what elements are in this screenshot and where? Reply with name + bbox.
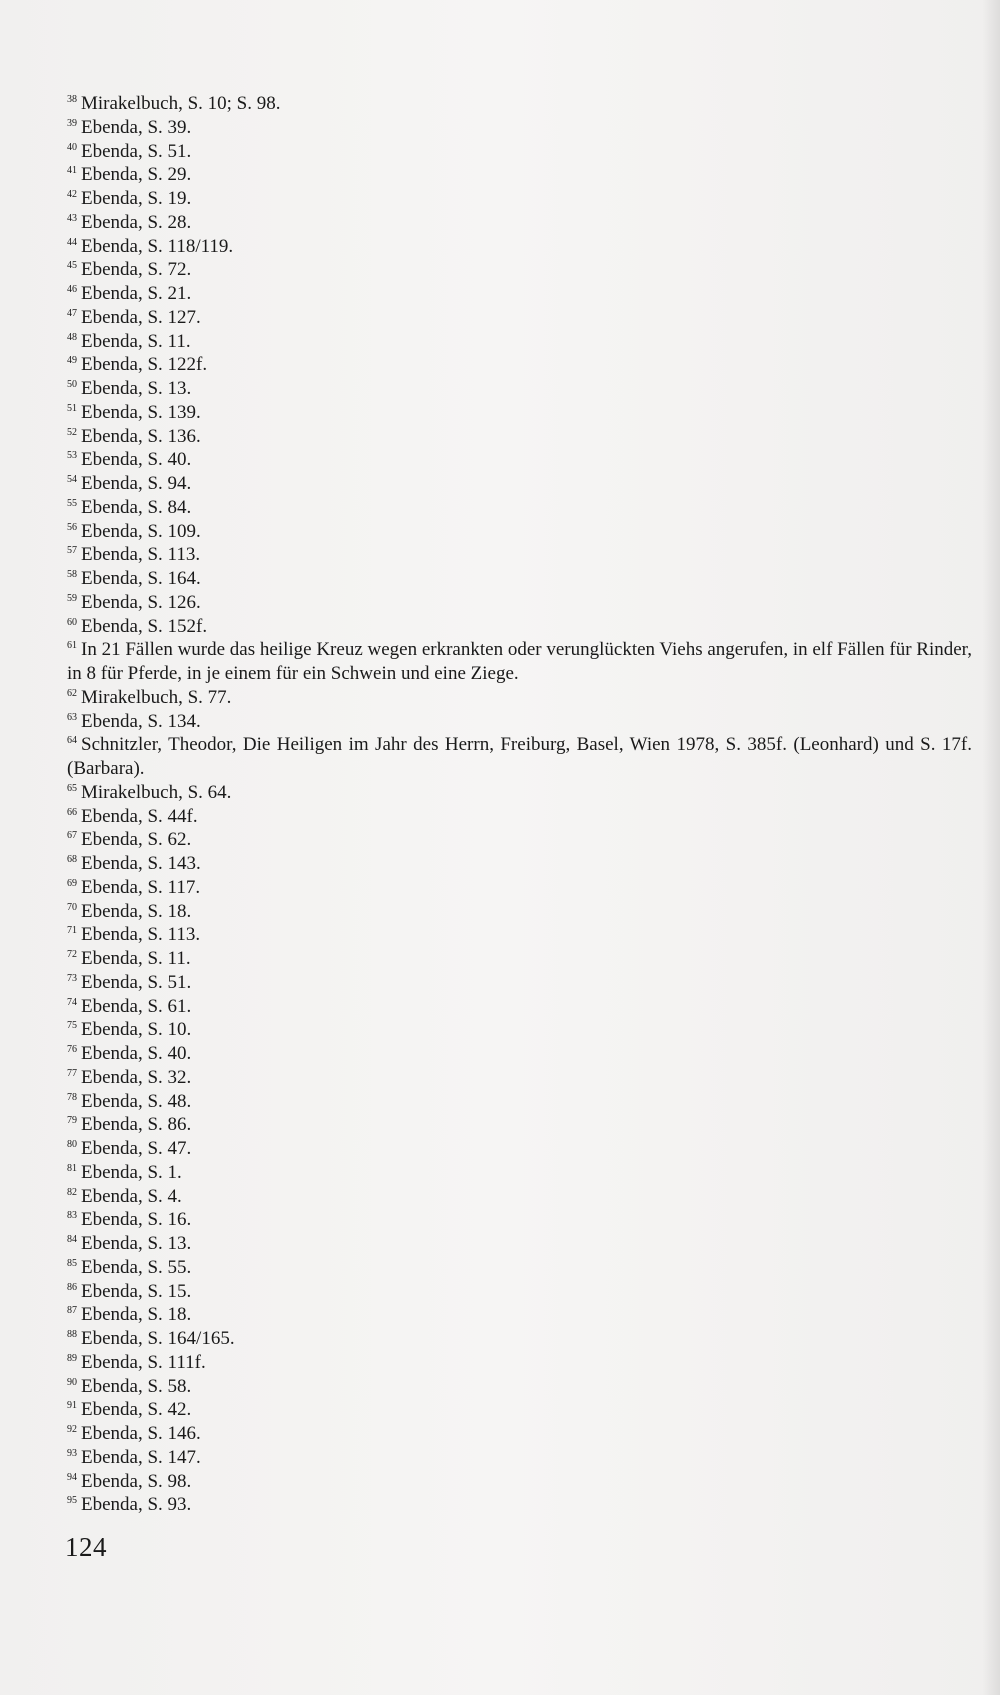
footnote-text: Ebenda, S. 55. [81, 1256, 192, 1278]
footnote [67, 1398, 972, 1422]
footnote [67, 900, 972, 924]
footnote [67, 947, 972, 971]
footnote-number: 67 [67, 830, 77, 842]
footnote [67, 781, 972, 805]
footnote-number: 65 [67, 782, 77, 794]
footnote [67, 1113, 972, 1137]
footnote [67, 876, 972, 900]
footnote-number: 69 [67, 877, 77, 889]
footnote [67, 1185, 972, 1209]
footnote-number: 81 [67, 1162, 77, 1174]
footnote-text: Ebenda, S. 126. [81, 591, 201, 613]
footnote [67, 520, 972, 544]
footnote-number: 50 [67, 379, 77, 390]
footnote-number: 55 [67, 497, 77, 509]
footnote-number: 62 [67, 687, 77, 699]
page-edge-shadow [982, 0, 1000, 1695]
footnote [67, 92, 972, 116]
footnote-number: 94 [67, 1471, 77, 1483]
footnote-number: 52 [67, 426, 77, 438]
footnote-text: Ebenda, S. 15. [81, 1280, 192, 1302]
footnote-number: 56 [67, 521, 77, 533]
footnote-number: 85 [67, 1257, 77, 1269]
footnote-number: 90 [67, 1376, 77, 1388]
footnote-text: Ebenda, S. 113. [81, 924, 201, 946]
footnote-number: 45 [67, 260, 77, 272]
footnote [67, 258, 972, 282]
page-number: 124 [65, 1532, 107, 1562]
footnote [67, 543, 972, 567]
footnote-number: 53 [67, 450, 77, 462]
footnote-text: Ebenda, S. 94. [81, 473, 192, 494]
footnote-text: Ebenda, S. 11. [81, 948, 191, 969]
footnote [67, 235, 972, 259]
footnote-text: Ebenda, S. 32. [81, 1066, 192, 1088]
footnote-text: Ebenda, S. 61. [81, 995, 192, 1017]
footnote-number: 48 [67, 331, 77, 343]
footnote-text: Ebenda, S. 18. [81, 900, 192, 922]
footnote [67, 591, 972, 615]
footnote [67, 1090, 972, 1114]
footnote [67, 1470, 972, 1494]
footnote-text: Ebenda, S. 109. [81, 520, 201, 542]
footnote [67, 567, 972, 591]
footnote [67, 1256, 972, 1280]
footnote-text: Ebenda, S. 117. [81, 876, 201, 898]
footnote-number: 40 [67, 141, 77, 153]
footnote-text: Ebenda, S. 28. [81, 211, 192, 233]
footnote-number: 93 [67, 1447, 77, 1459]
footnote [67, 1327, 972, 1351]
footnote [67, 377, 972, 401]
footnote-text: Ebenda, S. 40. [81, 1043, 192, 1064]
footnote-text: Ebenda, S. 136. [81, 425, 201, 447]
footnote-number: 38 [67, 94, 77, 105]
footnote-number: 89 [67, 1352, 77, 1364]
footnote-text: Ebenda, S. 1. [81, 1161, 182, 1183]
footnote-text: Ebenda, S. 111f. [81, 1351, 206, 1373]
footnote-text: Ebenda, S. 164. [81, 568, 201, 589]
footnote [67, 1161, 972, 1185]
footnote-number: 79 [67, 1115, 77, 1127]
footnote-text: Ebenda, S. 48. [81, 1090, 192, 1112]
footnote [67, 282, 972, 306]
footnote-text: Ebenda, S. 29. [81, 164, 192, 186]
footnote-text: Ebenda, S. 152f. [81, 615, 208, 637]
footnote-number: 86 [67, 1281, 77, 1293]
footnote-text: Mirakelbuch, S. 10; S. 98. [81, 93, 281, 114]
footnote [67, 686, 972, 710]
footnote [67, 330, 972, 354]
footnote-text: Ebenda, S. 58. [81, 1375, 192, 1397]
footnote [67, 1208, 972, 1232]
footnote-number: 84 [67, 1234, 77, 1245]
footnote [67, 448, 972, 472]
footnote [67, 1137, 972, 1161]
footnote-text: Ebenda, S. 113. [81, 544, 201, 566]
footnote [67, 923, 972, 947]
footnote-text: Ebenda, S. 39. [81, 116, 192, 138]
footnote [67, 1351, 972, 1375]
footnote-text: Ebenda, S. 84. [81, 496, 192, 518]
footnote-number: 57 [67, 545, 77, 557]
footnote-text: Ebenda, S. 19. [81, 188, 192, 209]
footnote [67, 1232, 972, 1256]
footnote-text: Ebenda, S. 21. [81, 283, 192, 304]
footnote-number: 68 [67, 854, 77, 865]
footnote [67, 401, 972, 425]
footnote-number: 72 [67, 949, 77, 960]
footnote-text: Ebenda, S. 118/119. [81, 235, 234, 257]
footnote [67, 187, 972, 211]
footnote [67, 828, 972, 852]
footnote-text: Ebenda, S. 40. [81, 449, 192, 471]
footnote-number: 88 [67, 1329, 77, 1340]
footnote-number: 61 [67, 640, 77, 652]
footnote-number: 51 [67, 402, 77, 414]
footnote [67, 638, 972, 686]
footnote [67, 995, 972, 1019]
footnote-text: Ebenda, S. 134. [81, 710, 201, 732]
footnote-text: Ebenda, S. 164/165. [81, 1328, 235, 1349]
footnote [67, 1280, 972, 1304]
footnote-number: 76 [67, 1044, 77, 1055]
footnote-number: 63 [67, 711, 77, 723]
footnote-number: 46 [67, 284, 77, 295]
footnote-number: 39 [67, 117, 77, 129]
footnote-number: 95 [67, 1495, 77, 1507]
footnote [67, 1066, 972, 1090]
footnote [67, 852, 972, 876]
footnote [67, 710, 972, 734]
footnote-number: 47 [67, 307, 77, 319]
footnote-number: 49 [67, 355, 77, 367]
footnote-number: 83 [67, 1210, 77, 1222]
footnotes-list [67, 92, 972, 1517]
footnote-number: 60 [67, 616, 77, 628]
footnote [67, 1375, 972, 1399]
footnote [67, 211, 972, 235]
footnote-text: Ebenda, S. 44f. [81, 805, 198, 827]
footnote-text: Ebenda, S. 93. [81, 1494, 192, 1516]
footnote-number: 78 [67, 1091, 77, 1103]
footnote [67, 1422, 972, 1446]
footnote [67, 1446, 972, 1470]
footnote-number: 87 [67, 1305, 77, 1317]
footnote-number: 75 [67, 1020, 77, 1032]
footnote-text: Ebenda, S. 139. [81, 401, 201, 423]
footnote [67, 140, 972, 164]
footnote-number: 74 [67, 996, 77, 1008]
footnote-text: Mirakelbuch, S. 77. [81, 686, 232, 708]
footnote-number: 82 [67, 1186, 77, 1198]
footnote-text: Ebenda, S. 18. [81, 1304, 192, 1326]
footnote-number: 66 [67, 806, 77, 818]
footnote-text: Ebenda, S. 13. [81, 1233, 192, 1254]
footnote-number: 91 [67, 1400, 77, 1412]
footnote-text: Mirakelbuch, S. 64. [81, 781, 232, 803]
footnote-number: 42 [67, 189, 77, 200]
footnote [67, 425, 972, 449]
footnote-number: 54 [67, 474, 77, 485]
footnote-text: Ebenda, S. 122f. [81, 354, 208, 376]
footnote-number: 41 [67, 165, 77, 177]
footnote-number: 59 [67, 592, 77, 604]
footnote [67, 306, 972, 330]
footnote-text: Ebenda, S. 47. [81, 1138, 192, 1159]
footnote-text: Ebenda, S. 143. [81, 853, 201, 874]
footnote-text: In 21 Fällen wurde das heilige Kreuz wegen erkrankten oder verunglückten Viehs angerufen, in elf Fällen für Rinder, in 8 für Pferde, in je einem für ein Schwein und eine Ziege. [67, 639, 972, 684]
footnote [67, 116, 972, 140]
footnote-number: 92 [67, 1424, 77, 1435]
footnote-number: 71 [67, 925, 77, 937]
footnote [67, 1493, 972, 1517]
footnote-text: Ebenda, S. 4. [81, 1185, 182, 1207]
footnote-text: Ebenda, S. 16. [81, 1209, 192, 1231]
footnote-text: Ebenda, S. 11. [81, 330, 191, 352]
footnote [67, 472, 972, 496]
footnote [67, 733, 972, 781]
footnote [67, 615, 972, 639]
footnote [67, 1042, 972, 1066]
footnote-text: Ebenda, S. 147. [81, 1446, 201, 1468]
footnote-text: Ebenda, S. 10. [81, 1019, 192, 1041]
footnote-number: 44 [67, 236, 77, 248]
footnote-text: Schnitzler, Theodor, Die Heiligen im Jahr des Herrn, Freiburg, Basel, Wien 1978, S. 385f. (Leonhard) und S. 17f. (Barbara). [67, 734, 972, 779]
footnote-text: Ebenda, S. 42. [81, 1399, 192, 1421]
footnote-text: Ebenda, S. 51. [81, 971, 192, 993]
footnote [67, 1018, 972, 1042]
footnote-text: Ebenda, S. 62. [81, 829, 192, 851]
footnote-text: Ebenda, S. 98. [81, 1470, 192, 1492]
footnote-number: 77 [67, 1067, 77, 1079]
footnote-text: Ebenda, S. 51. [81, 140, 192, 162]
footnote-number: 43 [67, 212, 77, 224]
footnote [67, 353, 972, 377]
footnote [67, 1303, 972, 1327]
footnote-number: 58 [67, 569, 77, 580]
footnote-text: Ebenda, S. 146. [81, 1423, 201, 1444]
footnote-number: 64 [67, 735, 77, 747]
footnote-number: 70 [67, 901, 77, 913]
footnote [67, 971, 972, 995]
footnote-number: 80 [67, 1139, 77, 1150]
footnote-text: Ebenda, S. 72. [81, 259, 192, 281]
footnote-number: 73 [67, 972, 77, 984]
footnote-text: Ebenda, S. 127. [81, 306, 201, 328]
footnote [67, 163, 972, 187]
footnote-text: Ebenda, S. 13. [81, 378, 192, 399]
footnote-text: Ebenda, S. 86. [81, 1114, 192, 1136]
footnote [67, 496, 972, 520]
footnote [67, 805, 972, 829]
